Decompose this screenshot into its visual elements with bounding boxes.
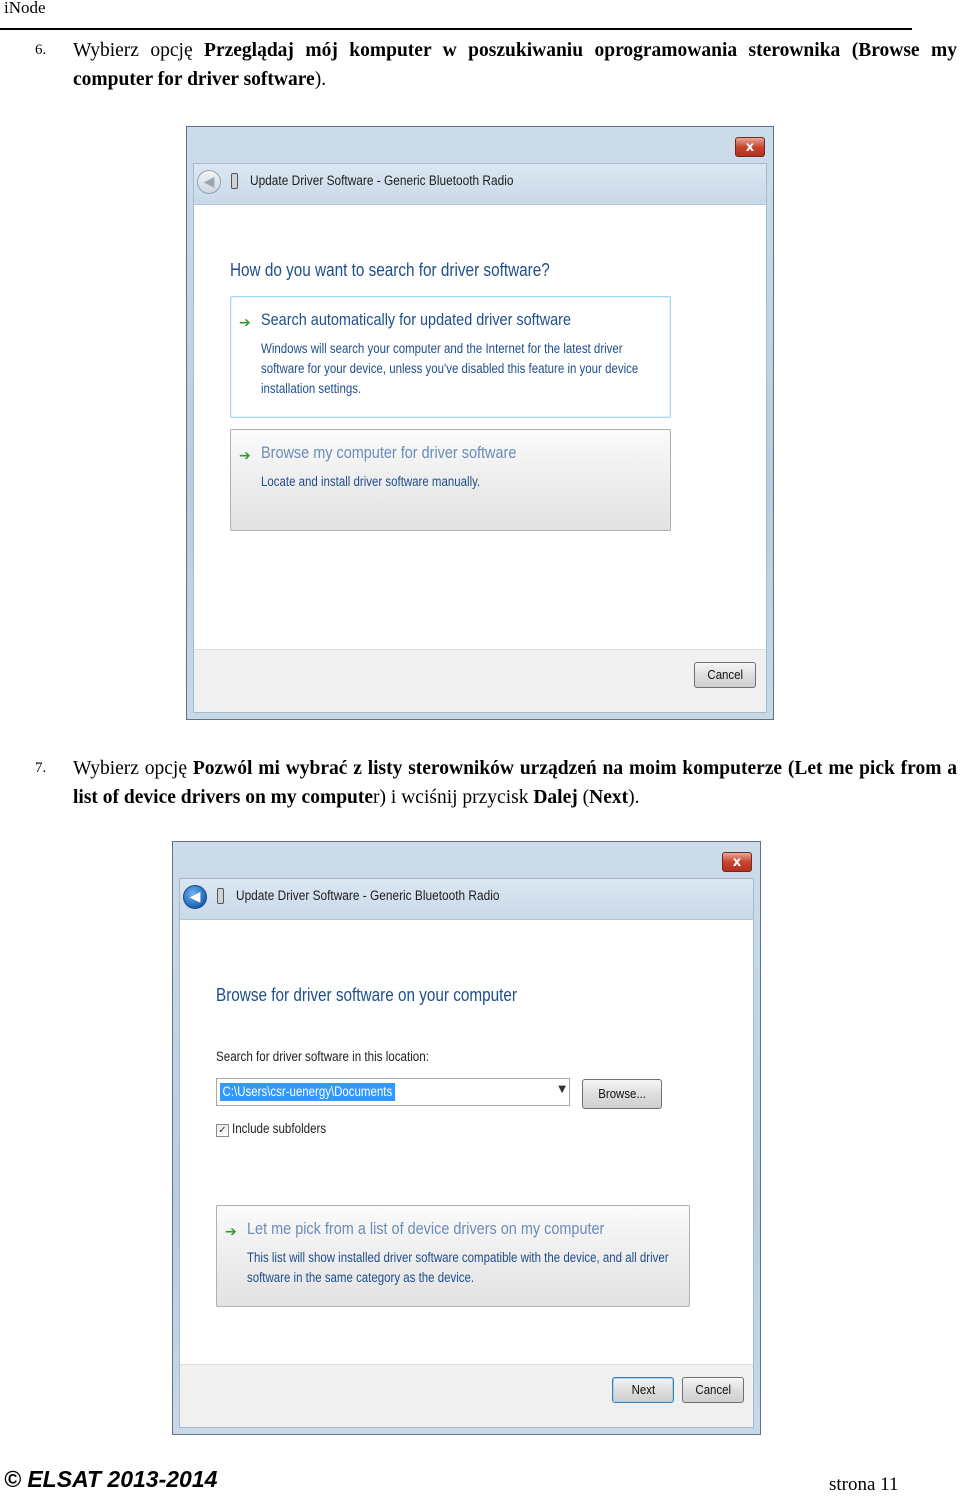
next-button[interactable]: Next xyxy=(612,1377,674,1403)
dialog-heading: How do you want to search for driver software? xyxy=(230,260,550,280)
green-arrow-icon: ➔ xyxy=(239,448,251,464)
dialog-navbar xyxy=(180,879,753,920)
chevron-down-icon[interactable]: ▼ xyxy=(558,1084,566,1095)
close-button[interactable]: x xyxy=(735,137,765,157)
include-subfolders-label: Include subfolders xyxy=(232,1121,327,1136)
close-button[interactable]: x xyxy=(722,852,752,872)
back-arrow-icon[interactable]: ◀ xyxy=(183,885,207,909)
dialog-nav-title: Update Driver Software - Generic Bluetooth Radio xyxy=(250,173,514,188)
option-description: Windows will search your computer and the Internet for the latest driver software for your device, unless you've disabled this feature in your device installation settings. xyxy=(261,341,639,396)
option-title: Search automatically for updated driver software xyxy=(261,310,572,329)
search-location-combobox[interactable] xyxy=(216,1078,570,1106)
cancel-button[interactable]: Cancel xyxy=(694,662,756,688)
update-driver-dialog-1 xyxy=(186,126,774,720)
path-value: C:\Users\csr-uenergy\Documents xyxy=(220,1083,395,1101)
option-description: This list will show installed driver software compatible with the device, and all driver software in the same category as the device. xyxy=(247,1250,669,1285)
dialog-footer xyxy=(180,1364,753,1427)
green-arrow-icon: ➔ xyxy=(225,1224,237,1240)
device-icon xyxy=(217,888,224,904)
footer-page-number: strona 11 xyxy=(829,1474,899,1495)
step-7-paragraph: 7. Wybierz opcję Pozwól mi wybrać z listy sterowników urządzeń na moim komputerze (Let me pick from a list of device drivers on my computer) i wciśnij przycisk Dalej (Next). xyxy=(35,754,957,812)
option-title: Let me pick from a list of device drivers on my computer xyxy=(247,1219,605,1238)
dialog-nav-title: Update Driver Software - Generic Bluetooth Radio xyxy=(236,888,500,903)
step-number: 7. xyxy=(35,760,47,776)
header-title: iNode xyxy=(4,0,46,17)
dialog-content xyxy=(179,878,754,1428)
dialog-heading: Browse for driver software on your computer xyxy=(216,985,518,1005)
back-arrow-icon[interactable]: ◀ xyxy=(197,170,221,194)
header-divider xyxy=(0,28,912,30)
option-name-bold: Przeglądaj mój komputer w poszukiwaniu oprogramowania sterownika (Browse my computer for driver software xyxy=(73,40,958,90)
let-me-pick-option[interactable] xyxy=(216,1205,690,1307)
option-name-bold: Pozwól mi wybrać z listy sterowników urządzeń na moim komputerze (Let me pick from a list of device drivers on my compute xyxy=(73,758,958,808)
search-automatically-option[interactable] xyxy=(230,296,671,418)
step-6-paragraph: 6. Wybierz opcję Przeglądaj mój komputer w poszukiwaniu oprogramowania sterownika (Browse my computer for driver software). xyxy=(35,36,957,94)
button-name-en-bold: Next xyxy=(589,787,629,808)
green-arrow-icon: ➔ xyxy=(239,315,251,331)
step-number: 6. xyxy=(35,42,47,58)
cancel-button[interactable]: Cancel xyxy=(682,1377,744,1403)
browse-button[interactable]: Browse... xyxy=(582,1079,662,1109)
dialog-content xyxy=(193,163,767,713)
option-title: Browse my computer for driver software xyxy=(261,443,517,462)
device-icon xyxy=(231,173,238,189)
button-name-bold: Dalej xyxy=(533,787,578,808)
browse-my-computer-option[interactable] xyxy=(230,429,671,531)
dialog-navbar xyxy=(194,164,766,205)
include-subfolders-checkbox[interactable]: ✓ xyxy=(216,1124,229,1137)
update-driver-dialog-2 xyxy=(172,841,761,1435)
search-location-label: Search for driver software in this location: xyxy=(216,1049,429,1064)
option-description: Locate and install driver software manually. xyxy=(261,474,481,489)
footer-copyright: © ELSAT 2013-2014 xyxy=(4,1466,218,1492)
dialog-footer xyxy=(194,649,766,712)
